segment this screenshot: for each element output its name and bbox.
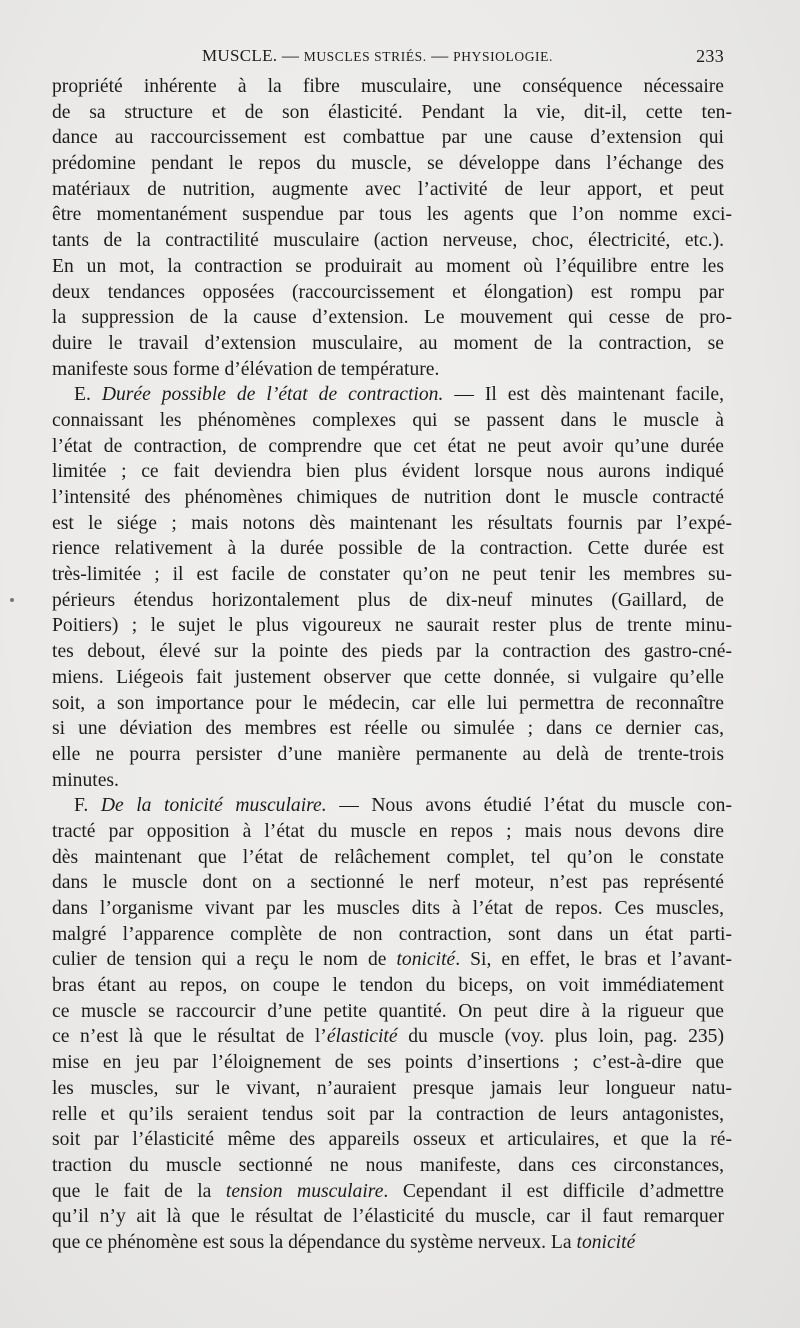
text-run: . Cependant il est difficile d’admettre: [383, 1180, 725, 1202]
text-line: qu’il n’y ait là que le résultat de l’élasticité du muscle, car il faut remarquer: [52, 1206, 724, 1228]
text-line: soit par l’élasticité même des appareils osseux et articulaires, et que la ré-: [52, 1129, 732, 1151]
text-line: traction du muscle sectionné ne nous manifeste, dans ces circonstances,: [52, 1154, 724, 1176]
text-run: F.: [74, 795, 101, 817]
text-line: rience relativement à la durée possible de la contraction. Cette durée est: [52, 538, 724, 560]
text-line: si une déviation des membres est réelle ou simulée ; dans ce dernier cas,: [52, 718, 724, 740]
text-line: minutes.: [52, 769, 119, 791]
text-line: relle et qu’ils seraient tendus soit par la contraction de leurs antagonistes,: [52, 1103, 724, 1125]
text-line: très-limitée ; il est facile de constater qu’on ne peut tenir les membres su-: [52, 564, 732, 586]
text-line: duire le travail d’extension musculaire, au moment de la contraction, se: [52, 332, 724, 354]
text-line: [52, 382, 724, 408]
text-line: [52, 947, 732, 973]
text-line: tracté par opposition à l’état du muscle en repos ; mais nous devons dire: [52, 820, 724, 842]
running-head-separator: —: [277, 46, 304, 65]
italic-run: tonicité: [576, 1231, 636, 1253]
italic-run: tension musculaire: [225, 1180, 384, 1202]
text-run: — Nous avons étudié l’état du muscle con-: [326, 795, 732, 817]
text-line: manifeste sous forme d’élévation de température.: [52, 358, 440, 380]
text-run: culier de tension qui a reçu le nom de: [52, 949, 397, 971]
body-text: [52, 74, 732, 1256]
text-line: connaissant les phénomènes complexes qui se passent dans le muscle à: [52, 409, 724, 431]
text-line: [52, 1179, 724, 1205]
running-head: [52, 42, 724, 72]
running-head-section: MUSCLES STRIÉS.: [303, 49, 427, 64]
text-run: ce n’est là que le résultat de l’: [52, 1026, 327, 1048]
print-speck: [10, 598, 14, 602]
running-head-subsection: PHYSIOLOGIE.: [453, 49, 553, 64]
text-line: dans le muscle dont on a sectionné le nerf moteur, n’est pas représenté: [52, 872, 724, 894]
text-line: ce muscle se raccourcir d’une petite quantité. On peut dire à la rigueur que: [52, 1000, 724, 1022]
text-line: bras étant au repos, on coupe le tendon du biceps, on voit immédiatement: [52, 975, 724, 997]
text-line: dance au raccourcissement est combattue par une cause d’extension qui: [52, 127, 724, 149]
running-head-title: [202, 46, 553, 66]
italic-run: Durée possible de l’état de contraction.: [101, 384, 444, 406]
text-line: la suppression de la cause d’extension. Le mouvement qui cesse de pro-: [52, 307, 732, 329]
text-line: tes debout, élevé sur la pointe des pieds par la contraction des gastro-cné-: [52, 641, 732, 663]
text-line: miens. Liégeois fait justement observer que cette donnée, si vulgaire qu’elle: [52, 666, 724, 688]
italic-run: élasticité: [326, 1026, 398, 1048]
text-line: propriété inhérente à la fibre musculaire, une conséquence nécessaire: [52, 76, 724, 97]
page-number: 233: [696, 46, 724, 66]
text-line: [52, 1230, 724, 1256]
text-line: est le siége ; mais notons dès maintenant les résultats fournis par l’expé-: [52, 512, 732, 534]
text-line: les muscles, sur le vivant, n’auraient presque jamais leur longueur natu-: [52, 1077, 732, 1099]
text-line: périeurs étendus horizontalement plus de dix-neuf minutes (Gaillard, de: [52, 589, 724, 611]
italic-run: tonicité: [396, 949, 456, 971]
running-head-separator: —: [426, 46, 454, 65]
text-line: matériaux de nutrition, augmente avec l’activité de leur apport, et peut: [52, 178, 724, 200]
italic-run: De la tonicité musculaire.: [100, 795, 327, 817]
text-line: Poitiers) ; le sujet le plus vigoureux ne saurait rester plus de trente minu-: [52, 615, 732, 637]
text-line: de sa structure et de son élasticité. Pendant la vie, dit-il, cette ten-: [52, 101, 732, 123]
text-line: deux tendances opposées (raccourcissement et élongation) est rompu par: [52, 281, 724, 303]
text-line: tants de la contractilité musculaire (action nerveuse, choc, électricité, etc.).: [52, 230, 724, 252]
text-line: dans l’organisme vivant par les muscles dits à l’état de repos. Ces muscles,: [52, 898, 724, 919]
text-run: . Si, en effet, le bras et l’avant-: [455, 949, 732, 971]
text-run: — Il est dès maintenant facile,: [443, 384, 725, 406]
text-run: E.: [74, 384, 102, 406]
text-line: malgré l’apparence complète de non contraction, sont dans un état parti-: [52, 923, 732, 945]
text-line: [52, 1024, 724, 1050]
text-line: limitée ; ce fait deviendra bien plus évident lorsque nous aurons indiqué: [52, 461, 724, 483]
running-head-main: MUSCLE.: [202, 46, 278, 65]
text-run: du muscle (voy. plus loin, pag. 235): [397, 1026, 724, 1048]
text-line: dès maintenant que l’état de relâchement complet, tel qu’on le constate: [52, 846, 724, 868]
text-line: être momentanément suspendue par tous les agents que l’on nomme exci-: [52, 204, 732, 226]
text-line: prédomine pendant le repos du muscle, se développe dans l’échange des: [52, 153, 724, 175]
text-run: que ce phénomène est sous la dépendance du système nerveux. La: [52, 1231, 577, 1253]
text-line: En un mot, la contraction se produirait au moment où l’équilibre entre les: [52, 255, 724, 277]
text-line: elle ne pourra persister d’une manière permanente au delà de trente-trois: [52, 743, 724, 765]
text-line: [52, 793, 732, 819]
text-run: que le fait de la: [52, 1180, 226, 1202]
text-line: l’intensité des phénomènes chimiques de nutrition dont le muscle contracté: [52, 487, 724, 508]
text-line: soit, a son importance pour le médecin, car elle lui permettra de reconnaître: [52, 692, 724, 714]
text-line: mise en jeu par l’éloignement de ses points d’insertions ; c’est-à-dire que: [52, 1052, 724, 1074]
text-line: l’état de contraction, de comprendre que cet état ne peut avoir qu’une durée: [52, 435, 724, 457]
